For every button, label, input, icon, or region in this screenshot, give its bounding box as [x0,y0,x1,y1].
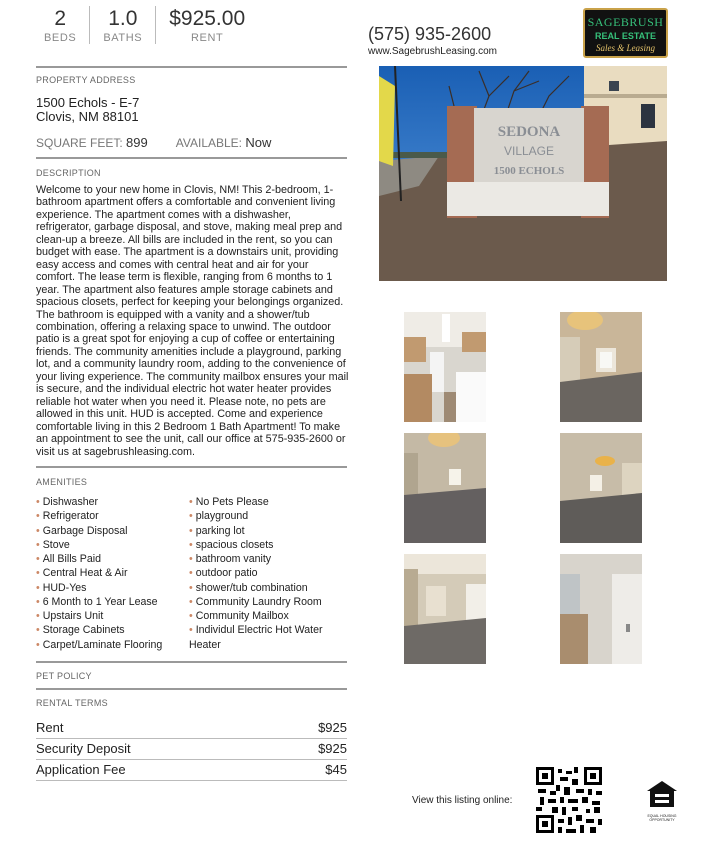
amenity-item: • Storage Cabinets [36,623,186,637]
amenity-item: • shower/tub combination [189,581,339,595]
description-heading: DESCRIPTION [36,168,101,178]
sqft-label: SQUARE FEET: [36,136,123,150]
amenities-heading: AMENITIES [36,477,88,487]
amenity-item: • spacious closets [189,538,339,552]
property-address-heading: PROPERTY ADDRESS [36,75,136,85]
amenity-item: • Refrigerator [36,509,186,523]
qr-code[interactable] [536,767,602,833]
sqft-value: 899 [126,135,148,150]
baths-value: 1.0 [108,7,138,30]
divider [36,688,347,690]
sign-line-1: SEDONA [497,124,561,140]
rental-terms-heading: RENTAL TERMS [36,698,108,708]
amenity-item: • No Pets Please [189,495,339,509]
term-value: $925 [318,720,347,735]
amenity-item: • playground [189,509,339,523]
term-label: Security Deposit [36,741,131,756]
amenity-item: • outdoor patio [189,566,339,580]
sign-line-2: VILLAGE [503,144,555,158]
available-value: Now [245,135,272,150]
website-link[interactable]: www.SagebrushLeasing.com [368,46,497,57]
beds-stat [30,6,89,44]
logo-line-3: Sales & Leasing [595,43,655,53]
description-text: Welcome to your new home in Clovis, NM! This 2-bedroom, 1-bathroom apartment offers a comfortable and convenient living experience. The apartment comes with a dishwasher, refrigerator, garbage disposal, and stove, making meal prep and clean-up a breeze. All bills are included in the rent, so you can budget with ease. The apartment is a downstairs unit, providing easy access and comes with central heat and air for your comfort. The lease term is flexible, ranging from 6 months to 1 year. The apartment also features ample storage cabinets and spacious closets, perfect for keeping your belongings organized. The bathroom is equipped with a vanity and a shower/tub combination, offering a relaxing space to unwind. The outdoor patio is a great spot for enjoying a cup of coffee or entertaining friends. The community amenities include a playground, parking lot, and a community laundry room, adding to the convenience of your living experience. The community mailbox ensures your mail is secure, and the individual electric hot water heater provides reliable hot water when you need it. Please note, no pets are allowed in this unit. HUD is accepted. Come and experience comfortable living in this 2 Bedroom 1 Bath Apartment! To make an appointment to see the unit, call our office at 575-935-2600 or visit us at sagebrushleasing.com. [36,184,349,458]
amenity-item: • bathroom vanity [189,552,339,566]
equal-housing-text: EQUAL HOUSING OPPORTUNITY [647,814,677,822]
beds-value: 2 [54,7,67,30]
hallway-photo[interactable] [404,554,486,664]
address-line-2: Clovis, NM 88101 [36,109,139,124]
logo-line-1: SAGEBRUSH [587,15,664,29]
rent-label: RENT [191,32,224,44]
term-value: $925 [318,741,347,756]
view-online-label: View this listing online: [412,795,513,806]
rental-term-row [36,720,347,735]
equal-housing-logo [643,779,681,822]
bedroom-photo-2[interactable] [560,433,642,543]
hero-photo[interactable] [379,66,667,281]
phone-number[interactable]: (575) 935-2600 [368,24,492,44]
amenity-item: • Carpet/Laminate Flooring [36,638,186,652]
amenity-item: • Individul Electric Hot Water Heater [189,623,339,652]
sagebrush-logo [583,8,668,58]
term-value: $45 [325,762,347,777]
divider [36,66,347,68]
address-line-1: 1500 Echols - E-7 [36,95,140,110]
amenities-list-right [189,495,339,652]
term-label: Application Fee [36,762,126,777]
listing-stats [30,6,258,44]
beds-label: BEDS [44,32,77,44]
kitchen-photo[interactable] [404,312,486,422]
term-label: Rent [36,720,64,735]
divider [36,661,347,663]
amenity-item: • parking lot [189,524,339,538]
rental-term-row [36,741,347,756]
amenity-item: • Stove [36,538,186,552]
pet-policy-heading: PET POLICY [36,671,92,681]
divider [36,466,347,468]
property-details [36,135,271,150]
row-divider [36,780,347,781]
available-label: AVAILABLE: [175,136,243,150]
equal-housing-icon [645,779,679,809]
bathroom-photo[interactable] [560,554,642,664]
logo-line-2: REAL ESTATE [594,31,656,41]
baths-label: BATHS [103,32,143,44]
bedroom-photo-1[interactable] [404,433,486,543]
rent-stat [156,6,258,44]
amenity-item: • Community Laundry Room [189,595,339,609]
amenity-item: • Community Mailbox [189,609,339,623]
amenity-item: • HUD-Yes [36,581,186,595]
amenities-list-left [36,495,186,652]
sign-line-3: 1500 ECHOLS [493,165,565,177]
baths-stat [90,6,155,44]
amenity-item: • 6 Month to 1 Year Lease [36,595,186,609]
living-room-photo[interactable] [560,312,642,422]
property-address [36,96,139,124]
amenity-item: • All Bills Paid [36,552,186,566]
amenity-item: • Upstairs Unit [36,609,186,623]
amenity-item: • Garbage Disposal [36,524,186,538]
row-divider [36,759,347,760]
row-divider [36,738,347,739]
amenity-item: • Central Heat & Air [36,566,186,580]
rent-value: $925.00 [169,7,246,30]
divider [36,157,347,159]
amenity-item: • Dishwasher [36,495,186,509]
rental-term-row [36,762,347,777]
